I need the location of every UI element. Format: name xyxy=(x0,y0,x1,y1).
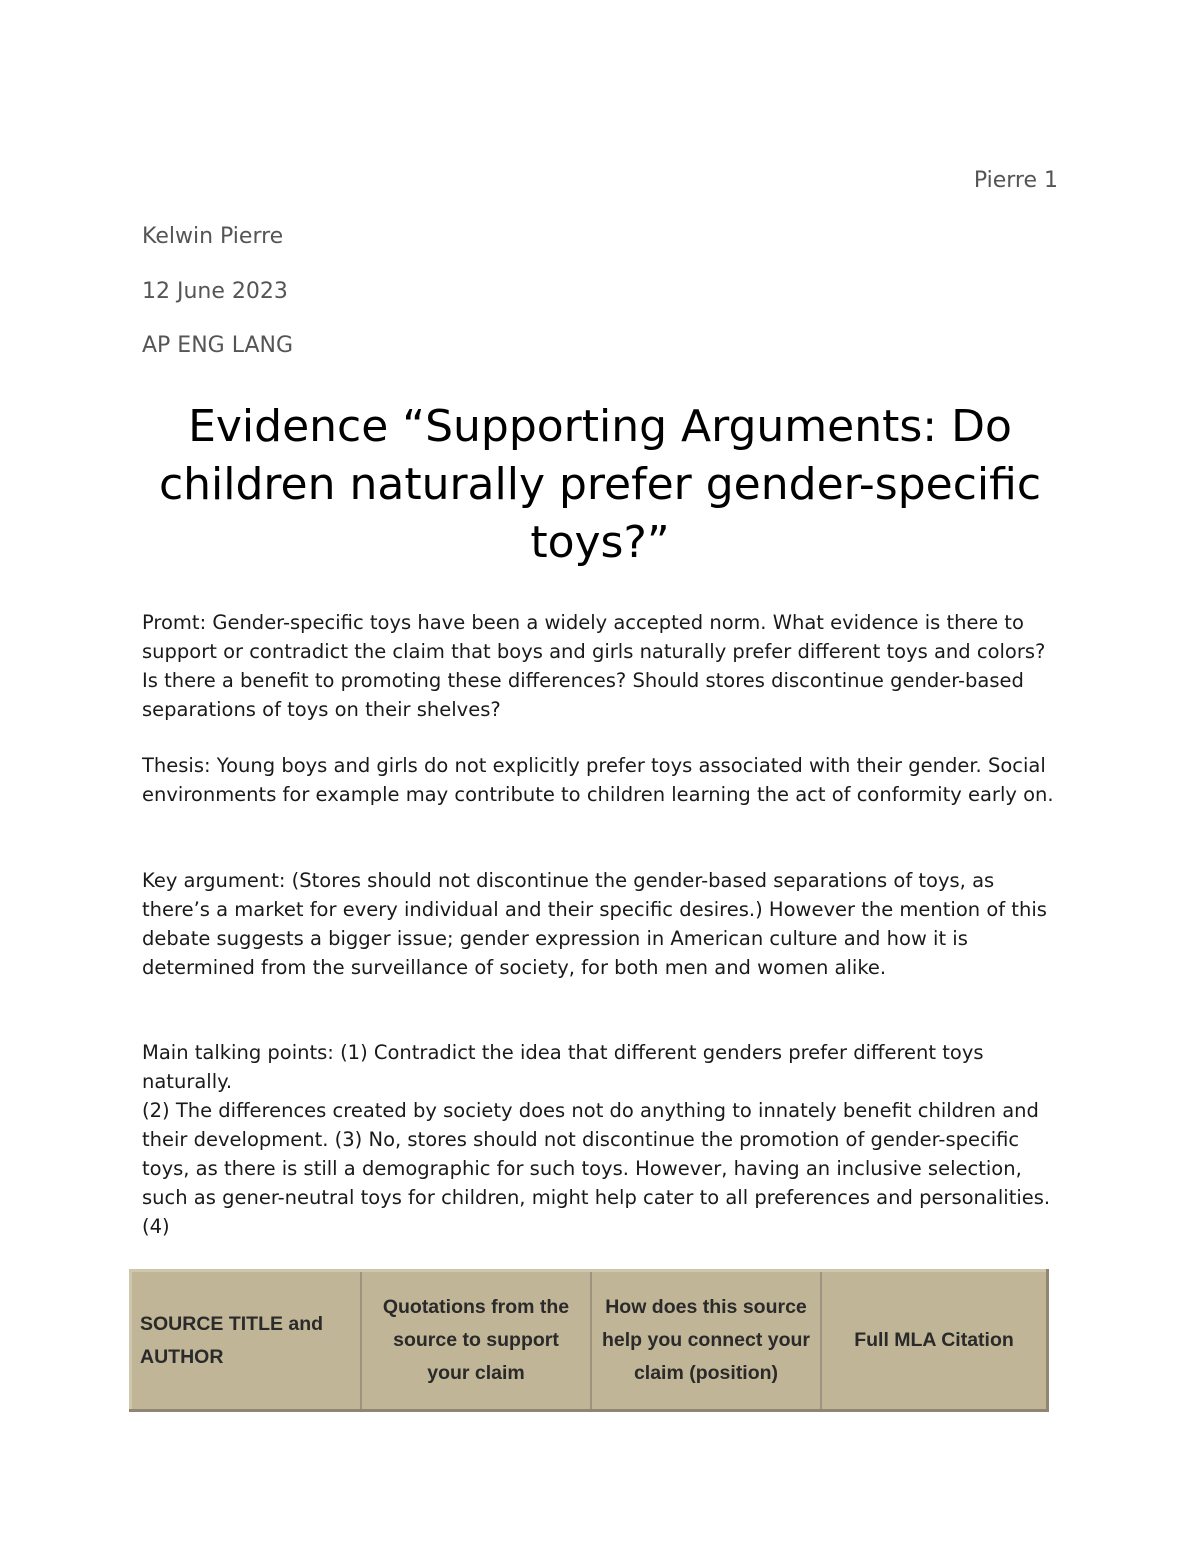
main-points-line-2: (2) The differences created by society does not do anything to innately benefit children and their development. (3) No, stores should not discontinue the promotion of gender-specific toys, as there is still a demographic for such toys. However, having an inclusive selection, such as gener-neutral toys for children, might help cater to all preferences and personalities. (4) xyxy=(142,1099,1051,1238)
document-date: 12 June 2023 xyxy=(142,279,288,304)
running-header: Pierre 1 xyxy=(973,168,1058,193)
course-name: AP ENG LANG xyxy=(142,333,294,358)
sources-table xyxy=(129,1269,1049,1412)
document-title: Evidence “Supporting Arguments: Do children naturally prefer gender-specific toys?” xyxy=(158,401,1042,568)
header-quotations: Quotations from the source to support your claim xyxy=(361,1271,591,1411)
main-points-line-1: Main talking points: (1) Contradict the idea that different genders prefer different toys naturally. xyxy=(142,1041,984,1093)
header-connection: How does this source help you connect your claim (position) xyxy=(591,1271,821,1411)
header-source-title: SOURCE TITLE and AUTHOR xyxy=(131,1271,362,1411)
key-argument-paragraph: Key argument: (Stores should not discontinue the gender-based separations of toys, as there’s a market for every individual and their specific desires.) However the mention of this debate suggests a bigger issue; gender expression in American culture and how it is determined from the surveillance of society, for both men and women alike. xyxy=(142,869,1047,979)
header-mla-citation: Full MLA Citation xyxy=(821,1271,1048,1411)
author-name: Kelwin Pierre xyxy=(142,224,284,249)
thesis-paragraph: Thesis: Young boys and girls do not explicitly prefer toys associated with their gender. Social environments for example may contribute to children learning the act of conformity early on. xyxy=(142,754,1054,806)
main-points-paragraph xyxy=(142,1038,1062,1241)
prompt-paragraph: Promt: Gender-specific toys have been a widely accepted norm. What evidence is there to support or contradict the claim that boys and girls naturally prefer different toys and colors? Is there a benefit to promoting these differences? Should stores discontinue gender-based separations of toys on their shelves? xyxy=(142,611,1046,721)
table-header-row xyxy=(131,1271,1048,1411)
